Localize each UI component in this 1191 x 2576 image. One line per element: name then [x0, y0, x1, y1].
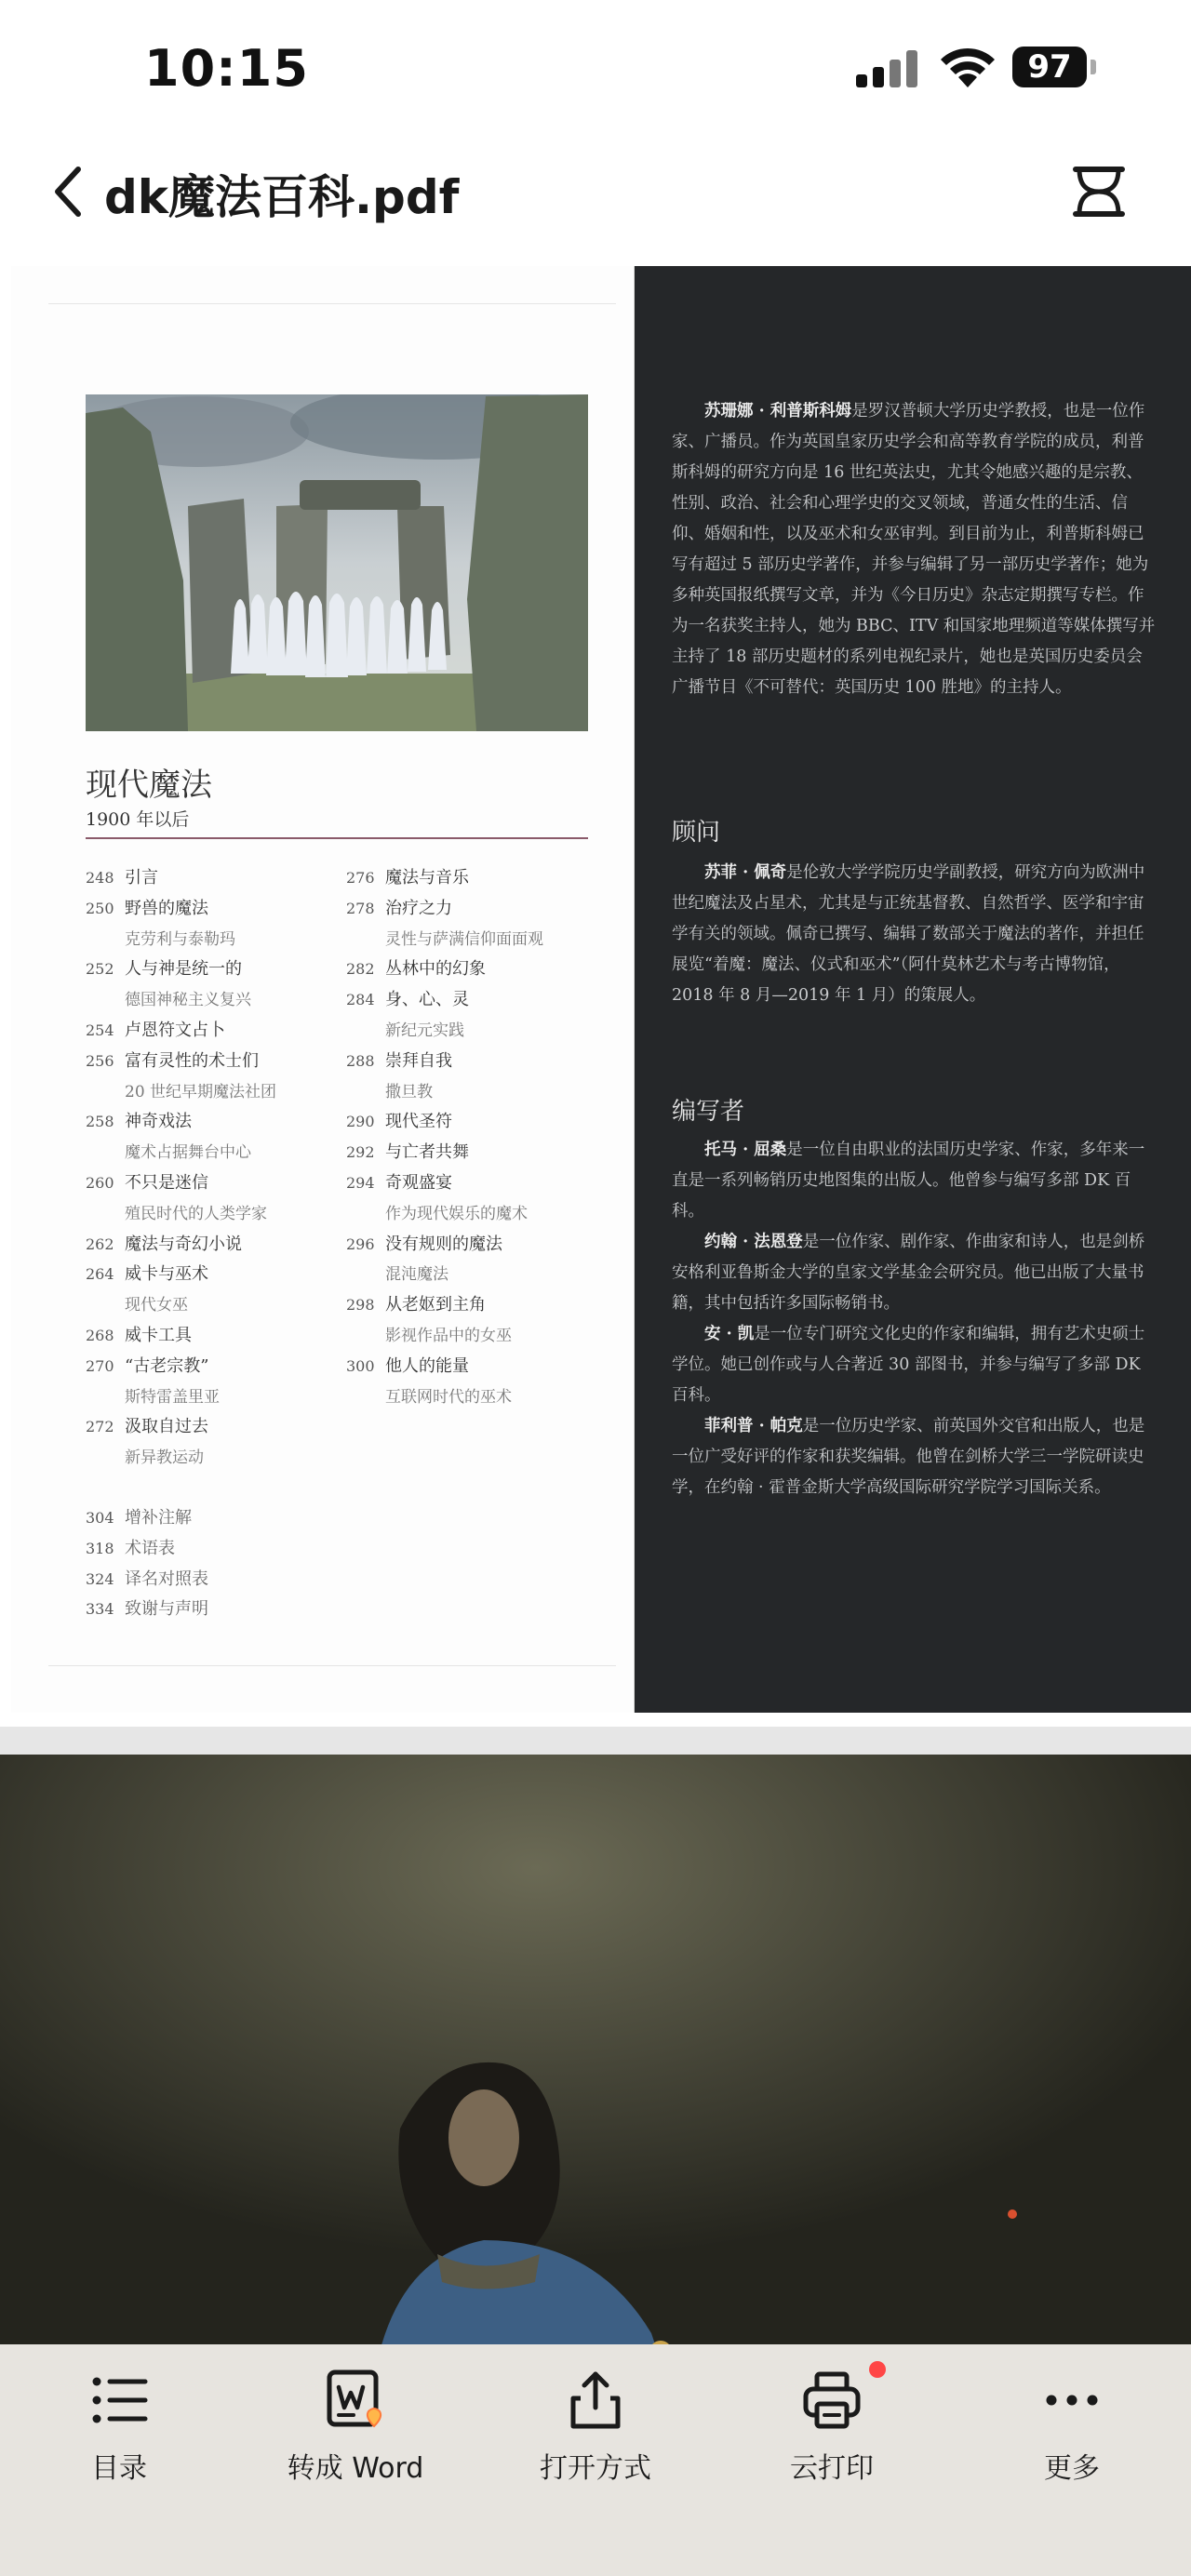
writer-bio-text: 是一位自由职业的法国历史学家、作家，多年来一直是一系列畅销历史地图集的出版人。他曾参与编写多部 DK 百科。: [672, 1141, 1145, 1221]
toc-entry-title: 魔术占据舞台中心: [125, 1143, 251, 1163]
battery-icon: 97: [1012, 47, 1087, 87]
toc-page-number: 270: [86, 1356, 114, 1375]
toc-entry[interactable]: [346, 894, 616, 925]
toc-entry[interactable]: [346, 985, 616, 1016]
open-label: 打开方式: [540, 2452, 651, 2485]
advisor-heading: 顾问: [672, 819, 721, 847]
writer-bio: [672, 1319, 1156, 1411]
writer-name: 托马 · 屈桑: [704, 1141, 787, 1159]
toc-subentry[interactable]: [346, 1016, 616, 1047]
toc-entry-title: 威卡工具: [125, 1325, 192, 1345]
print-label: 云打印: [790, 2452, 874, 2485]
toc-subentry[interactable]: [86, 1138, 346, 1168]
list-icon: [86, 2367, 153, 2434]
toc-entry[interactable]: [86, 1321, 346, 1352]
toc-entry-title: 现代女巫: [125, 1296, 188, 1315]
toc-label: 目录: [91, 2452, 147, 2485]
toc-entry-title: 新异教运动: [125, 1448, 204, 1468]
toc-entry-title: 崇拜自我: [385, 1050, 452, 1071]
toc-subentry[interactable]: [346, 1077, 616, 1108]
toc-entry[interactable]: [86, 1503, 365, 1534]
toc-page-number: 282: [346, 960, 375, 979]
page-rule: [48, 303, 616, 304]
toc-entry-title: 影视作品中的女巫: [385, 1326, 512, 1345]
writer-bio: [672, 1411, 1156, 1503]
toc-subentry[interactable]: [86, 1382, 346, 1413]
toc-entry[interactable]: [86, 1565, 365, 1595]
toc-entry-title: 德国神秘主义复兴: [125, 991, 251, 1010]
toc-entry-title: 魔法与音乐: [385, 868, 469, 888]
toc-page-number: 262: [86, 1235, 114, 1253]
toc-entry[interactable]: [86, 1047, 346, 1077]
back-button[interactable]: [45, 162, 91, 221]
toc-entry[interactable]: [86, 1107, 346, 1138]
toc-page-number: 296: [346, 1235, 375, 1253]
toc-page-number: 324: [86, 1569, 114, 1588]
toc-entry[interactable]: [86, 1260, 346, 1290]
toc-page-number: 334: [86, 1600, 114, 1619]
toc-subentry[interactable]: [86, 925, 346, 955]
printer-icon: [798, 2367, 865, 2434]
toc-page-number: 252: [86, 960, 114, 979]
toc-page-number: 260: [86, 1173, 114, 1192]
toc-page-number: 248: [86, 869, 114, 887]
toc-page-number: 256: [86, 1051, 114, 1070]
cellular-signal-icon: [856, 48, 917, 87]
toc-page-number: 292: [346, 1143, 375, 1162]
toc-entry[interactable]: [86, 1016, 346, 1047]
share-icon: [562, 2367, 629, 2434]
advisor-bio-text: 是伦敦大学学院历史学副教授，研究方向为欧洲中世纪魔法及占星术，尤其是与正统基督教、自然哲学、医学和宇宙学有关的领域。佩奇已撰写、编辑了数部关于魔法的著作，并担任展览“着魔：魔法、仪式和巫术”（阿什莫林艺术与考古博物馆，2018 年 8 月—2019 年 1 月）的策展人。: [672, 863, 1145, 1005]
writers-heading: 编写者: [672, 1098, 745, 1126]
toc-entry-title: 灵性与萨满信仰面面观: [385, 929, 543, 949]
toc-page-number: 250: [86, 899, 114, 917]
more-button[interactable]: [960, 2367, 1184, 2486]
writer-bio-text: 是一位历史学家、前英国外交官和出版人，也是一位广受好评的作家和获奖编辑。他曾在剑桥大学三一学院研读史学，在约翰 · 霍普金斯大学高级国际研究学院学习国际关系。: [672, 1417, 1145, 1497]
writer-name: 菲利普 · 帕克: [704, 1417, 803, 1435]
toc-page-number: 268: [86, 1326, 114, 1344]
toc-entry-title: 野兽的魔法: [125, 898, 208, 918]
toc-subentry[interactable]: [346, 1199, 616, 1230]
toc-column-1: [86, 863, 346, 1474]
toc-page-number: 254: [86, 1021, 114, 1039]
page-rule: [48, 1665, 616, 1666]
author-bio: [672, 396, 1156, 703]
toc-entry-title: 卢恩符文占卜: [125, 1020, 225, 1040]
toc-entry-title: 互联网时代的巫术: [385, 1387, 512, 1407]
toc-entry-title: 混沌魔法: [385, 1265, 448, 1285]
toc-entry-title: 神奇戏法: [125, 1112, 192, 1132]
writers-list: [672, 1135, 1156, 1503]
toc-entry-title: 引言: [125, 868, 158, 888]
toc-entry-title: 新纪元实践: [385, 1021, 464, 1040]
toc-entry-title: 威卡与巫术: [125, 1264, 208, 1285]
toc-entry-title: 丛林中的幻象: [385, 959, 486, 980]
toc-page-number: 284: [346, 991, 375, 1009]
toc-entry-title: 殖民时代的人类学家: [125, 1204, 267, 1223]
toc-page-number: 276: [346, 869, 375, 887]
toc-subentry[interactable]: [346, 1260, 616, 1290]
toc-entry[interactable]: [346, 863, 616, 894]
section-title: 现代魔法: [86, 767, 212, 804]
pdf-page-spread: [0, 251, 1191, 1727]
toc-entry[interactable]: [86, 1230, 346, 1261]
toc-entry[interactable]: [86, 1352, 346, 1382]
word-convert-icon: [322, 2367, 389, 2434]
status-bar: [0, 0, 1191, 140]
toc-entry-title: 不只是迷信: [125, 1172, 208, 1193]
toc-entry-title: 与亡者共舞: [385, 1142, 469, 1163]
word-label: 转成 Word: [287, 2452, 424, 2485]
toc-entry[interactable]: [346, 1047, 616, 1077]
toc-entry-title: 汲取自过去: [125, 1417, 208, 1437]
toc-page-number: 294: [346, 1173, 375, 1192]
ellipsis-icon: [1038, 2367, 1105, 2434]
toc-subentry[interactable]: [86, 985, 346, 1016]
toc-page-number: 272: [86, 1418, 114, 1436]
toc-subentry[interactable]: [86, 1443, 346, 1474]
author-name: 苏珊娜 · 利普斯科姆: [704, 402, 852, 420]
toc-entry[interactable]: [86, 1534, 365, 1565]
toc-entry-title: “古老宗教”: [125, 1355, 209, 1376]
toc-page-number: 304: [86, 1509, 114, 1527]
open-with-button[interactable]: [484, 2367, 707, 2486]
toc-page-number: 288: [346, 1051, 375, 1070]
section-subtitle: 1900 年以后: [86, 809, 190, 830]
toc-entry-title: 奇观盛宴: [385, 1172, 452, 1193]
toc-subentry[interactable]: [346, 925, 616, 955]
writer-bio-text: 是一位专门研究文化史的作家和编辑，拥有艺术史硕士学位。她已创作或与人合著近 30 部图书，并参与编写了多部 DK 百科。: [672, 1325, 1145, 1405]
toc-page-number: 298: [346, 1296, 375, 1315]
toc-entry[interactable]: [346, 1138, 616, 1168]
toc-entry-title: 魔法与奇幻小说: [125, 1234, 242, 1254]
toc-entry-title: 现代圣符: [385, 1112, 452, 1132]
toc-entry-title: 作为现代娱乐的魔术: [385, 1204, 528, 1223]
toc-page-number: 290: [346, 1113, 375, 1131]
toc-subentry[interactable]: [346, 1382, 616, 1413]
toc-entry[interactable]: [346, 1290, 616, 1321]
advisor-name: 苏菲 · 佩奇: [704, 863, 787, 882]
writer-bio: [672, 1227, 1156, 1319]
writer-bio: [672, 1135, 1156, 1227]
status-time: 10:15: [144, 39, 309, 98]
section-divider: [86, 837, 588, 839]
toc-entry-title: 撒旦教: [385, 1082, 433, 1101]
toc-entry-title: 20 世纪早期魔法社团: [125, 1082, 277, 1101]
toc-entry[interactable]: [86, 863, 346, 894]
toc-entry-title: 富有灵性的术士们: [125, 1050, 259, 1071]
advisor-bio: [672, 858, 1156, 1011]
toc-entry[interactable]: [86, 1595, 365, 1625]
toc-entry-title: 斯特雷盖里亚: [125, 1387, 220, 1407]
right-page: [635, 266, 1191, 1713]
toc-page-number: 278: [346, 899, 375, 917]
left-page: [11, 266, 635, 1713]
toc-entry-title: 身、心、灵: [385, 990, 469, 1010]
toc-entry-title: 致谢与声明: [125, 1599, 208, 1620]
toc-entry-title: 人与神是统一的: [125, 959, 242, 980]
toc-entry-title: 治疗之力: [385, 898, 452, 918]
page-layout-icon[interactable]: [1072, 164, 1126, 220]
battery-tip: [1091, 60, 1096, 74]
pdf-viewer[interactable]: [0, 251, 1191, 2344]
toc-page-number: 318: [86, 1539, 114, 1557]
toc-page-number: 300: [346, 1356, 375, 1375]
toc-subentry[interactable]: [346, 1321, 616, 1352]
toc-subentry[interactable]: [86, 1199, 346, 1230]
toc-entry-title: 他人的能量: [385, 1355, 469, 1376]
toc-entry[interactable]: [346, 1168, 616, 1199]
more-label: 更多: [1044, 2452, 1100, 2485]
nav-bar: [0, 140, 1191, 251]
writer-bio-text: 是一位作家、剧作家、作曲家和诗人，也是剑桥安格利亚鲁斯金大学的皇家文学基金会研究员。他已出版了大量书籍，其中包括许多国际畅销书。: [672, 1233, 1145, 1313]
stonehenge-photo: [86, 394, 588, 731]
toc-subentry[interactable]: [86, 1290, 346, 1321]
toc-entry-title: 从老妪到主角: [385, 1295, 486, 1315]
bottom-toolbar: [0, 2344, 1191, 2576]
toc-entry-title: 译名对照表: [125, 1568, 208, 1589]
toc-page-number: 258: [86, 1113, 114, 1131]
toc-back-matter: [86, 1503, 365, 1625]
toc-subentry[interactable]: [86, 1077, 346, 1108]
painting-page: [0, 1738, 1191, 2344]
writer-name: 约翰 · 法恩登: [704, 1233, 803, 1251]
wifi-icon: [938, 45, 997, 89]
toc-entry[interactable]: [86, 954, 346, 985]
toc-entry[interactable]: [86, 1412, 346, 1443]
convert-word-button[interactable]: [244, 2367, 467, 2486]
notification-dot: [869, 2361, 886, 2378]
toc-column-2: [346, 863, 616, 1412]
toc-button[interactable]: [7, 2367, 231, 2486]
toc-entry-title: 克劳利与泰勒玛: [125, 929, 235, 949]
toc-entry-title: 术语表: [125, 1538, 175, 1558]
toc-entry[interactable]: [86, 1168, 346, 1199]
author-bio-text: 是罗汉普顿大学历史学教授，也是一位作家、广播员。作为英国皇家历史学会和高等教育学院的成员，利普斯科姆的研究方向是 16 世纪英法史，尤其令她感兴趣的是宗教、性别、政治、社会和心理学史的交叉领域，普通女性的生活、信仰、婚姻和性，以及巫术和女巫审判。到目前为止，利普斯科姆已写有超过 5 部历史学著作，并参与编辑了另一部历史学著作；她为多种英国报纸撰写文章，并为《今日历史》杂志定期撰写专栏。作为一名获奖主持人，她为 BBC、ITV 和国家地理频道等媒体撰写并主持了 18 部历史题材的系列电视纪录片，她也是英国历史委员会广播节目《不可替代：英国历史 100 胜地》的主持人。: [672, 402, 1156, 697]
cloud-print-button[interactable]: [720, 2367, 943, 2486]
toc-entry[interactable]: [346, 954, 616, 985]
document-title: dk魔法百科.pdf: [104, 170, 460, 224]
toc-entry[interactable]: [86, 894, 346, 925]
toc-entry-title: 没有规则的魔法: [385, 1234, 502, 1254]
writer-name: 安 · 凯: [704, 1325, 755, 1343]
toc-entry[interactable]: [346, 1230, 616, 1261]
toc-entry[interactable]: [346, 1352, 616, 1382]
toc-entry[interactable]: [346, 1107, 616, 1138]
toc-page-number: 264: [86, 1265, 114, 1284]
toc-entry-title: 增补注解: [125, 1508, 192, 1528]
